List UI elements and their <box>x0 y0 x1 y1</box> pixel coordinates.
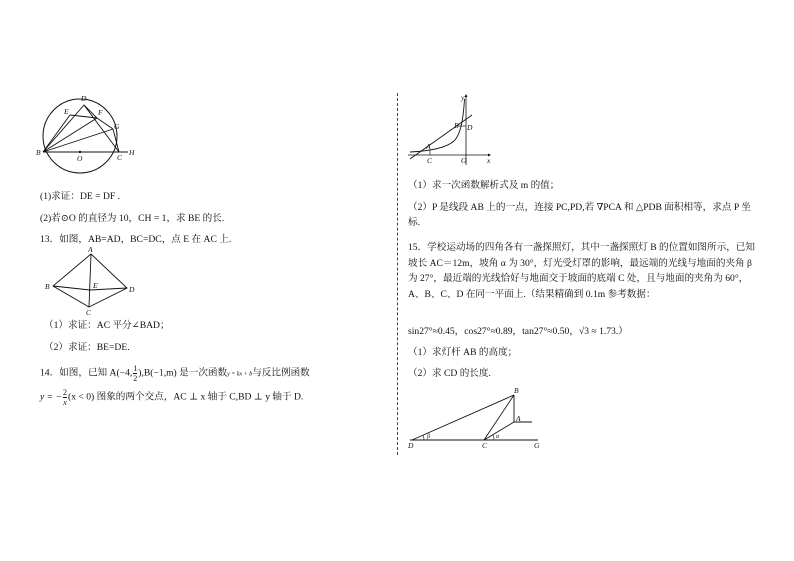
q15-text: 15．学校运动场的四角各有一盏探照灯，其中一盏探照灯 B 的位置如图所示，已知坡长 AC＝12m，坡角 α 为 30°，灯光受灯罩的影响，最远端的光线与地面的夹角 β 为 27°，最近端的光线恰好与地面交于坡面的底端 C 处，且与地面的夹角为 60°，A、B、C、D 在同一平面上.（结果精确到 0.1m 参考数据： <box>408 242 755 300</box>
label-o: O <box>77 154 83 163</box>
label-beta: β <box>427 434 430 440</box>
label-b: B <box>454 121 459 130</box>
label-e: E <box>93 281 98 290</box>
q13-part1: （1）求证：AC 平分∠BAD； <box>44 320 170 331</box>
label-alpha: α <box>496 434 500 440</box>
chord-be <box>43 115 70 152</box>
label-c: C <box>427 156 433 165</box>
label-b: B <box>514 386 519 395</box>
alpha-arc <box>493 435 494 440</box>
column-divider <box>397 93 398 455</box>
y-arrow <box>465 94 468 97</box>
center-dot <box>79 151 81 153</box>
q14-line1-c: 与反比例函数 <box>252 367 310 379</box>
label-c: C <box>117 153 123 162</box>
label-d: D <box>81 94 87 103</box>
q14-frac-num: 2 <box>63 388 68 397</box>
q13-part2: （2）求证：BE=DE. <box>44 342 130 353</box>
beta-arc <box>423 435 424 440</box>
q14-line1 <box>40 364 310 384</box>
q14-line2-b: (x < 0) 图象的两个交点，AC ⊥ x 轴于 C,BD ⊥ y 轴于 D. <box>68 391 304 403</box>
label-g: G <box>114 122 120 131</box>
q14-frac-den: x <box>63 398 67 407</box>
label-x: x <box>487 156 491 165</box>
q14-line1-a: 14．如图，已知 A(−4, <box>40 367 133 379</box>
label-d: D <box>129 285 135 294</box>
q14-line1-func: y = kx + b <box>227 371 253 378</box>
label-b: B <box>36 148 41 157</box>
label-e: E <box>64 107 69 116</box>
label-a: A <box>516 414 521 423</box>
label-d: D <box>408 441 414 450</box>
lamp-figure <box>408 386 548 450</box>
label-c: C <box>482 441 488 450</box>
q15-part2: （2）求 CD 的长度. <box>408 368 491 379</box>
q15-reference-data: sin27°≈0.45，cos27°≈0.89，tan27°≈0.50，√3 ≈ 1.73.） <box>408 326 628 337</box>
label-h: H <box>129 148 135 157</box>
line-ab <box>410 115 472 159</box>
coordinate-graph <box>406 93 492 167</box>
label-b: B <box>45 282 50 291</box>
q14-half-den: 2 <box>133 374 138 383</box>
q14-part2: （2）P 是线段 AB 上的一点，连接 PC,PD,若 ∇PCA 和 △PDB 面积相等，求点 P 坐标. <box>408 202 751 228</box>
q14-line1-b: ),B(−1,m) 是一次函数 <box>138 367 228 379</box>
label-d: D <box>467 123 473 132</box>
q14-x-fraction <box>63 388 67 407</box>
segment-ac <box>89 254 91 307</box>
q14-half-num: 1 <box>133 364 138 373</box>
q12-part1: (1)求证：DE = DF . <box>40 191 121 202</box>
q13-heading: 13．如图，AB=AD，BC=DC，点 E 在 AC 上. <box>40 234 232 245</box>
circle-figure <box>38 96 138 168</box>
q14-line2 <box>40 388 303 410</box>
q14-line2-a: y = − <box>40 391 63 403</box>
q14-half-fraction <box>133 364 137 383</box>
q14-part1: （1）求一次函数解析式及 m 的值； <box>408 180 560 191</box>
label-a: A <box>88 245 93 254</box>
label-f: F <box>98 108 103 117</box>
kite-figure <box>44 245 136 317</box>
label-a: A <box>426 142 431 151</box>
label-c: C <box>86 308 92 317</box>
q12-part2: (2)若⊙O 的直径为 10，CH = 1，求 BE 的长. <box>40 213 225 224</box>
label-o: O <box>461 156 467 165</box>
label-g: G <box>534 441 540 450</box>
chord-fg <box>97 118 113 129</box>
q15-part1: （1）求灯杆 AB 的高度； <box>408 347 518 358</box>
label-y: y <box>461 93 465 102</box>
